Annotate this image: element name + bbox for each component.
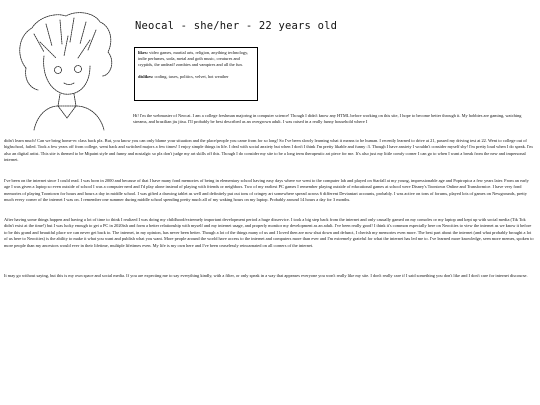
dislikes-label: dislikes: bbox=[138, 74, 154, 80]
collar bbox=[58, 106, 76, 118]
dislikes-text: coding, taxes, politics, velvet, hot weather bbox=[154, 74, 229, 80]
likes-text: video games, martial arts, religion, anything technology, indie perfumes, soda, metal and goth music, creatures and cryptids, the undead! zombies and vampires and all the fun. bbox=[138, 50, 249, 68]
intro-continued-paragraph: didn't learn much! Can we bring home-ec class back plz. But, you know you can only blame your situation and the place/people you came from for so long! So I've been slowly learning what it means to be human. I recently learned to drive at 21, passed my driving test at 22. Went to college out of highschool, failed. Took a few years off from college, went back and switched majors a few times! I enjoy simple things in life. I deal with social anxiety but when I don't I think I'm pretty likable and funny :3. Though I have anxiety I wouldn't consider myself shy! I'm pretty loud when I do speak. I'm also an digital artist. This site is themed to be Mtpaint style and funny and nostalgic so plz don't judge my art skills off this. Though I do consider my site to be a long term therapeutic art piece for me. It's also just my little comfy corner I can go to when I want a break from the new and impersonal internet. bbox=[4, 138, 533, 163]
likes-line bbox=[138, 50, 254, 68]
hair-outline bbox=[20, 13, 112, 90]
left-eye bbox=[55, 67, 62, 74]
hair-strands bbox=[34, 18, 96, 58]
neck-body bbox=[34, 94, 104, 130]
right-eye bbox=[75, 66, 82, 73]
face-outline bbox=[44, 56, 90, 94]
dislikes-line bbox=[138, 74, 254, 80]
internet-reflection-paragraph: After having some things happen and having a lot of time to think I realized I was doing my childhood/extremely important development period a huge disservice. I took a big step back from the internet and only casually gamed on my consoles or my laptop and kept up with social media (Tik Tok didn't exist at the time!) but I was lucky enough to get a PC in 2020ish and form a better relationship with myself and my internet usage, and properly monitor my development as an adult. I've been really good! I think it's common especially here on Neocities to view the internet as we know it before to be this grand and beautiful place we can never get back to. The internet, in my opinion, has never been better. Though a lot of the things many of us and I loved then are now shut down and defunct, I cherish my memories even more. The best part about the internet (and what probably brought a lot of us here to Neocities) is the ability to make it what you want and publish what you want. More people around the world have access to the internet and computers more than ever and I'm extremely grateful for what the internet has led me to. I've learned more knowledge, seen more memes, spoken to more people than my ancestors would ever in their lifetime, multiple lifetimes even. My life is my own here and I've been ceaselessly reincarnated on all corners of the internet. bbox=[4, 217, 534, 248]
internet-history-paragraph: I've been on the internet since I could read. I was born in 2000 and because of that I have many fond memories of being in elementary school having easy days where we went to the computer lab and played on Starfall at my young, impressionable age and Poptropica a few years later. From an early age I was given a laptop so even outside of school I was a computer nerd and I'd play alone instead of playing with friends or neighbors. Two of my earliest PC games I remember playing outside of educational games at school were Disney's Toontown Online and Transformice. I have very fond memories of playing Toontown for hours and hours a day in middle school. I was gifted a drawing tablet as well and definitely put out tons of cringey art somewhere spread across 6 different Deviantart accounts, probably. I was active on tons of forums, played lots of games on Newgrounds, pretty much every corner of the internet I was on. I remember one summer during middle school spending pretty much all of my waking hours on my laptop. Probably around 14 hours a day for 3 months. bbox=[4, 178, 529, 203]
intro-paragraph: Hi! I'm the webmaster of Neocai. I am a college freshman majoring in computer science! Though I didn't know any HTML before working on this site, I hope to become better through it. My hobbies are gaming, watching streams, and brazilian jiu jitsu. I'll probably be best described as an overgrown adult. I was raised in a really funny household where I bbox=[133, 113, 522, 125]
mouth bbox=[64, 83, 74, 85]
likes-label: likes: bbox=[138, 50, 149, 55]
profile-box bbox=[134, 47, 258, 101]
page-title: Neocal - she/her - 22 years old bbox=[135, 20, 338, 32]
avatar-drawing bbox=[4, 6, 132, 134]
disclaimer-paragraph: It may go without saying, but this is my own space and social media. If you are expecting me to say everything kindly, with a filter, or only speak in a way that appeases everyone you won't really like my site. I don't really care if I said something you don't like and I don't care for internet discourse. bbox=[4, 273, 528, 278]
